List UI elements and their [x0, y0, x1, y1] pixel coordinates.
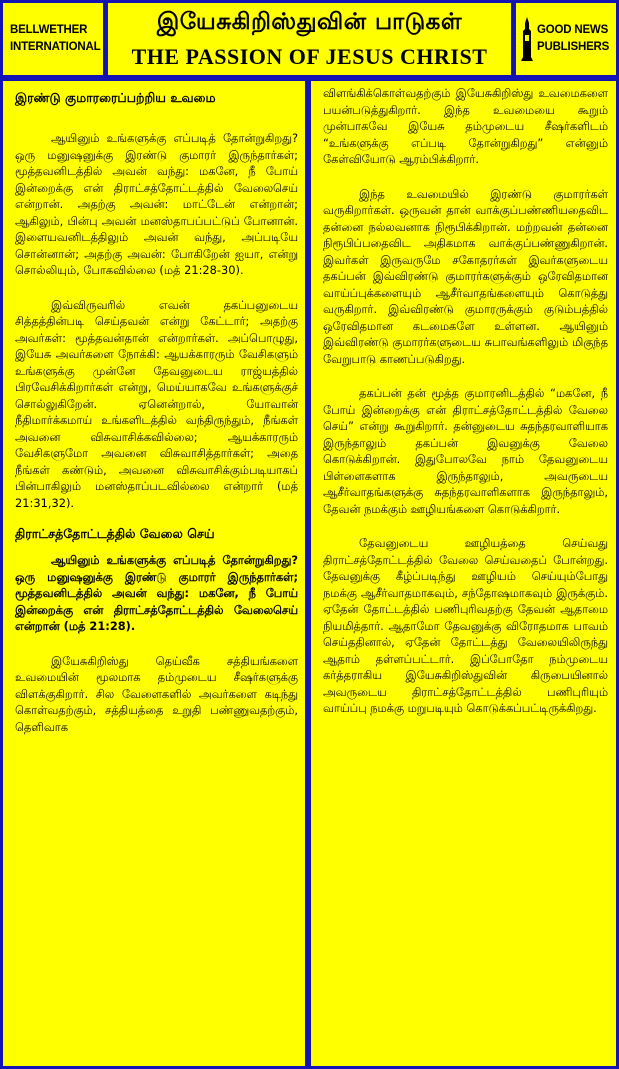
section-heading-vineyard: திராட்சத்தோட்டத்தில் வேலை செய் — [15, 526, 215, 541]
page-header — [108, 3, 511, 75]
left-column — [3, 81, 305, 1066]
paragraph: இந்த உவமையில் இரண்டு குமாரர்கள் வருகிறார்கள். ஒருவன் தான் வாக்குப்பண்ணியதைவிட தன்னை நல்லவனாக நிரூபிக்கிறான். மற்றவன் தன்னை நிரூபிப்பதைவிட அதிகமாக வாக்குப்பண்ணுகிறான். இவர்கள் இருவருமே சகோதரர்கள் இவர்களுடைய தகப்பன் இவ்விரண்டு குமாரர்களுக்கும் ஒரேவிதமான வாய்ப்புக்களையும் ஆசீர்வாதங்களையும் கொடுத்து வருகிறார். இவ்விரண்டு குமாரருக்கும் குடும்பத்தில் ஒரேவிதமான கடமைகளே உள்ளன. ஆயினும் இவ்விரண்டு குமாரர்களுடைய சுபாவங்களிலும் மிகுந்த வேறுபாடு காணப்படுகிறது. — [323, 186, 608, 366]
paragraph: இவ்விருவரில் எவன் தகப்பனுடைய சித்தத்தின்படி செய்தவன் என்று கேட்டார்; அதற்கு அவர்கள்: மூத்தவன்தான் என்றார்கள். அப்பொழுது, இயேசு அவர்களை நோக்கி: ஆயக்காரரும் வேசிகளும் உங்களுக்கு முன்னே தேவனுடைய ராஜ்யத்தில் பிரவேசிக்கிறார்கள் என்று, மெய்யாகவே உங்களுக்குச் சொல்லுகிறேன். ஏனென்றால், யோவான் நீதிமார்க்கமாய் உங்களிடத்தில் வந்திருந்தும், நீங்கள் அவனை விசுவாசிக்கவில்லை; ஆயக்காரரும் வேசிகளுமோ அவனை விசுவாசித்தார்கள்; அதை நீங்கள் கண்டும், அவனை விசுவாசிக்கும்படியாகப் பின்பாகிலும் மனஸ்தாப்படவில்லை என்றார் (மத் 21:31,32). — [15, 297, 298, 510]
page-title-english: THE PASSION OF JESUS CHRIST — [131, 44, 488, 69]
right-logo-line1: GOOD NEWS — [537, 24, 609, 36]
bellwether-logo — [3, 3, 103, 75]
paragraph: தேவனுடைய ஊழியத்தை செய்வது திராட்சத்தோட்டத்தில் வேலை செய்வதைப் போன்றது. தேவனுக்கு கீழ்ப்படிந்து ஊழியம் செய்யும்போது நமக்கு ஆசீர்வாதமாகவும், சந்தோஷமாகவும் இருக்கும். ஏதேன் தோட்டத்தில் பணிபுரிவதற்கு தேவன் ஆதாமை நியமித்தார். ஆதாமோ தேவனுக்கு விரோதமாக பாவம் செய்ததினால், ஏதேன் தோட்டத்து வேலையிலிருந்து ஆதாம் தள்ளப்பட்டார். இப்போதோ நம்முடைய கர்த்தராகிய இயேசுகிறிஸ்துவின் கிருபையினால் அவருடைய திராட்சத்தோட்டத்தில் பணிபுரியும் வாய்ப்பு நமக்கு மறுபடியும் கொடுக்கப்பட்டிருக்கிறது. — [323, 536, 608, 715]
right-column — [311, 81, 616, 1066]
paragraph: இயேசுகிறிஸ்து தெய்வீக சத்தியங்களை உவமையின் மூலமாக தம்முடைய சீஷர்களுக்கு விளக்குகிறார். சில வேளைகளில் அவர்களை கடிந்து கொள்வதற்கும், சத்தியத்தை உறுதி பண்ணுவதற்கும், தெளிவாக — [15, 653, 298, 734]
bell-tower-icon — [520, 17, 534, 61]
left-logo-line2: INTERNATIONAL — [10, 41, 101, 53]
scripture-quote: ஆயினும் உங்களுக்கு எப்படித் தோன்றுகிறது? ஒரு மனுஷனுக்கு இரண்டு குமாரர் இருந்தார்கள்; மூத்தவனிடத்தில் அவன் வந்து: மகனே, நீ போய் இன்றைக்கு என் திராட்சத்தோட்டத்தில் வேலைசெய் என்றான் (மத் 21:28). — [15, 553, 298, 633]
section-heading-two-sons: இரண்டு குமாரரைப்பற்றிய உவமை — [15, 90, 216, 105]
paragraph: தகப்பன் தன் மூத்த குமாரனிடத்தில் “மகனே, நீ போய் இன்றைக்கு என் திராட்சத்தோட்டத்தில் வேலை செய்” என்று கூறுகிறார். தன்னுடைய சுதந்தரவாளியாக இருந்தாலும் தகப்பன் இவனுக்கு வேலை கொடுக்கிறான். இதுபோலவே நாம் தேவனுடைய பிள்ளைகளாக இருந்தாலும், அவருடைய ஆசீர்வாதங்களுக்கு சுதந்தரவாளிகளாக இருந்தாலும், தேவன் நமக்கும் ஊழியங்களை கொடுக்கிறார். — [323, 386, 608, 516]
left-logo-line1: BELLWETHER — [10, 24, 88, 36]
paragraph: விளங்கிக்கொள்வதற்கும் இயேசுகிறிஸ்து உவமைகளை பயன்படுத்துகிறார். இந்த உவமையை கூறும் முன்பாகவே இயேசு தம்முடைய சீஷர்களிடம் “உங்களுக்கு எப்படி தோன்றுகிறது” என்னும் கேள்வியோடு ஆரம்பிக்கிறார். — [323, 86, 608, 166]
paragraph: ஆயினும் உங்களுக்கு எப்படித் தோன்றுகிறது? ஒரு மனுஷனுக்கு இரண்டு குமாரர் இருந்தார்கள்; மூத்தவனிடத்தில் அவன் வந்து: மகனே, நீ போய் இன்றைக்கு என் திராட்சத்தோட்டத்தில் வேலைசெய் என்றான். அதற்கு அவன்: மாட்டேன் என்றான்; ஆகிலும், பின்பு அவன் மனஸ்தாபப்பட்டுப் போனான். இளையவனிடத்திலும் அவன் வந்து, அப்படியே சொன்னான்; அதற்கு அவன்: போகிறேன் ஐயா, என்று சொல்லியும், போகவில்லை (மத் 21:28-30). — [15, 131, 298, 277]
page-title-tamil: இயேசுகிறிஸ்துவின் பாடுகள் — [156, 9, 463, 35]
right-logo-line2: PUBLISHERS — [537, 41, 610, 53]
good-news-logo — [516, 3, 616, 75]
